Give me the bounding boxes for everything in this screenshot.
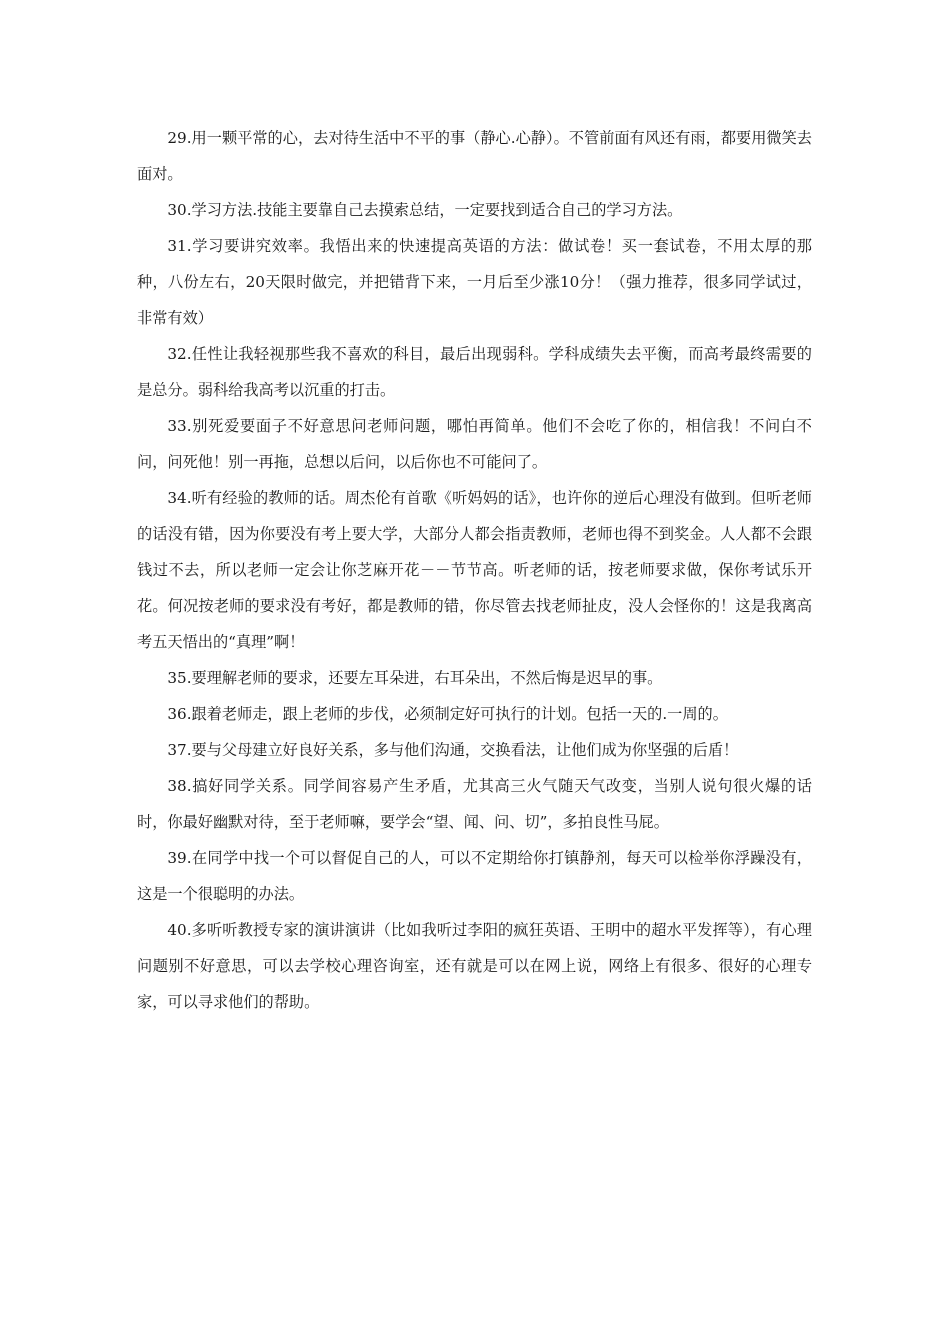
paragraph-31: 31.学习要讲究效率。我悟出来的快速提高英语的方法：做试卷！买一套试卷，不用太厚的那种，八份左右，20天限时做完，并把错背下来，一月后至少涨10分！（强力推荐，很多同学试过，非常有效） xyxy=(137,237,812,327)
paragraph-33: 33.别死爱要面子不好意思问老师问题，哪怕再简单。他们不会吃了你的，相信我！不问白不问，问死他！别一再拖，总想以后问，以后你也不可能问了。 xyxy=(137,417,812,471)
paragraph-39: 39.在同学中找一个可以督促自己的人，可以不定期给你打镇静剂，每天可以检举你浮躁没有，这是一个很聪明的办法。 xyxy=(137,849,812,903)
document-body xyxy=(137,120,812,1020)
paragraph-29: 29.用一颗平常的心，去对待生活中不平的事（静心.心静）。不管前面有风还有雨，都要用微笑去面对。 xyxy=(137,129,812,183)
paragraph-32: 32.任性让我轻视那些我不喜欢的科目，最后出现弱科。学科成绩失去平衡，而高考最终需要的是总分。弱科给我高考以沉重的打击。 xyxy=(137,345,812,399)
paragraph-30: 30.学习方法.技能主要靠自己去摸索总结，一定要找到适合自己的学习方法。 xyxy=(167,201,683,219)
paragraph-36: 36.跟着老师走，跟上老师的步伐，必须制定好可执行的计划。包括一天的.一周的。 xyxy=(167,705,728,723)
paragraph-37: 37.要与父母建立好良好关系，多与他们沟通，交换看法，让他们成为你坚强的后盾！ xyxy=(167,741,739,759)
paragraph-38: 38.搞好同学关系。同学间容易产生矛盾，尤其高三火气随天气改变，当别人说句很火爆的话时，你最好幽默对待，至于老师嘛，要学会“望、闻、问、切”，多拍良性马屁。 xyxy=(137,777,812,831)
paragraph-35: 35.要理解老师的要求，还要左耳朵进，右耳朵出，不然后悔是迟早的事。 xyxy=(167,669,663,687)
paragraph-40: 40.多听听教授专家的演讲演讲（比如我听过李阳的疯狂英语、王明中的超水平发挥等），有心理问题别不好意思，可以去学校心理咨询室，还有就是可以在网上说，网络上有很多、很好的心理专家，可以寻求他们的帮助。 xyxy=(137,921,812,1011)
paragraph-34: 34.听有经验的教师的话。周杰伦有首歌《听妈妈的话》，也许你的逆后心理没有做到。但听老师的话没有错，因为你要没有考上要大学，大部分人都会指责教师，老师也得不到奖金。人人都不会跟钱过不去，所以老师一定会让你芝麻开花－－节节高。听老师的话，按老师要求做，保你考试乐开花。何况按老师的要求没有考好，都是教师的错，你尽管去找老师扯皮，没人会怪你的！这是我离高考五天悟出的“真理”啊！ xyxy=(137,489,812,651)
